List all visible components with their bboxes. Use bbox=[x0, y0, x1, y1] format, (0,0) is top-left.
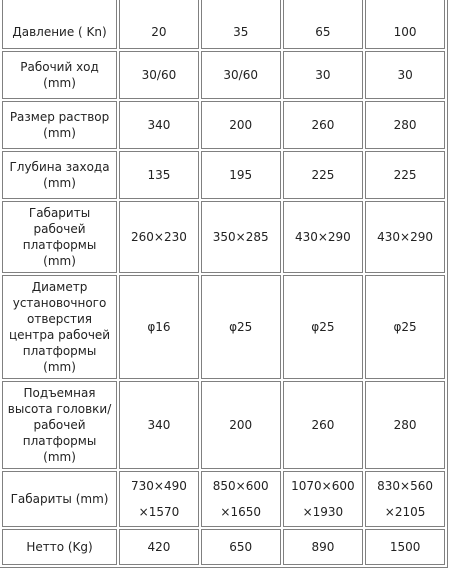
row-label: Габариты (mm) bbox=[2, 471, 117, 527]
row-label: Глубина захода (mm) bbox=[2, 151, 117, 199]
size-top: 850×600 bbox=[212, 479, 269, 493]
table-cell: φ25 bbox=[283, 275, 364, 379]
table-row-overall-size bbox=[2, 471, 445, 527]
size-bottom: ×2105 bbox=[384, 505, 426, 519]
table-cell bbox=[119, 471, 199, 527]
table-cell: 65 bbox=[283, 0, 364, 49]
table-row-pressure bbox=[2, 0, 445, 49]
row-label: Габариты рабочей платформы (mm) bbox=[2, 201, 117, 273]
table-row-depth bbox=[2, 151, 445, 199]
table-cell: 650 bbox=[201, 529, 281, 565]
table-cell: 20 bbox=[119, 0, 199, 49]
table-cell: 430×290 bbox=[283, 201, 364, 273]
table-row-net-weight bbox=[2, 529, 445, 565]
table-cell bbox=[201, 471, 281, 527]
table-cell: 340 bbox=[119, 101, 199, 149]
table-cell: 100 bbox=[365, 0, 445, 49]
size-top: 830×560 bbox=[377, 479, 434, 493]
size-top: 1070×600 bbox=[291, 479, 355, 493]
table-cell: 30/60 bbox=[201, 51, 281, 99]
row-label: Размер раствор (mm) bbox=[2, 101, 117, 149]
row-label: Диаметр установочного отверстия центра рабочей платформы (mm) bbox=[2, 275, 117, 379]
table-cell: 200 bbox=[201, 381, 281, 469]
table-cell bbox=[283, 471, 364, 527]
table-row-platform-size bbox=[2, 201, 445, 273]
size-bottom: ×1570 bbox=[138, 505, 180, 519]
row-label: Нетто (Kg) bbox=[2, 529, 117, 565]
table-cell: 135 bbox=[119, 151, 199, 199]
table-cell: 260 bbox=[283, 381, 364, 469]
row-label: Подъемная высота головки/ рабочей платформы (mm) bbox=[2, 381, 117, 469]
table-cell: 30/60 bbox=[119, 51, 199, 99]
table-cell: 30 bbox=[283, 51, 364, 99]
table-cell: 225 bbox=[283, 151, 364, 199]
table-cell: 30 bbox=[365, 51, 445, 99]
table-cell: 225 bbox=[365, 151, 445, 199]
table-cell: 890 bbox=[283, 529, 364, 565]
table-cell: 280 bbox=[365, 381, 445, 469]
table-cell: 430×290 bbox=[365, 201, 445, 273]
table-cell: 195 bbox=[201, 151, 281, 199]
table-cell: 340 bbox=[119, 381, 199, 469]
table-cell: 260 bbox=[283, 101, 364, 149]
table-cell: 420 bbox=[119, 529, 199, 565]
table-cell: φ25 bbox=[365, 275, 445, 379]
table-cell: 200 bbox=[201, 101, 281, 149]
table-cell bbox=[365, 471, 445, 527]
table-cell: 260×230 bbox=[119, 201, 199, 273]
table-cell: 35 bbox=[201, 0, 281, 49]
table-cell: 1500 bbox=[365, 529, 445, 565]
table-row-opening bbox=[2, 101, 445, 149]
row-label: Давление ( Kn) bbox=[2, 0, 117, 49]
table-cell: 280 bbox=[365, 101, 445, 149]
table-cell: φ25 bbox=[201, 275, 281, 379]
table-row-stroke bbox=[2, 51, 445, 99]
size-top: 730×490 bbox=[131, 479, 187, 493]
size-bottom: ×1930 bbox=[302, 505, 344, 519]
table-cell: φ16 bbox=[119, 275, 199, 379]
table-cell: 350×285 bbox=[201, 201, 281, 273]
size-bottom: ×1650 bbox=[220, 505, 261, 519]
table-row-hole-diameter bbox=[2, 275, 445, 379]
row-label: Рабочий ход (mm) bbox=[2, 51, 117, 99]
table-row-lift-height bbox=[2, 381, 445, 469]
